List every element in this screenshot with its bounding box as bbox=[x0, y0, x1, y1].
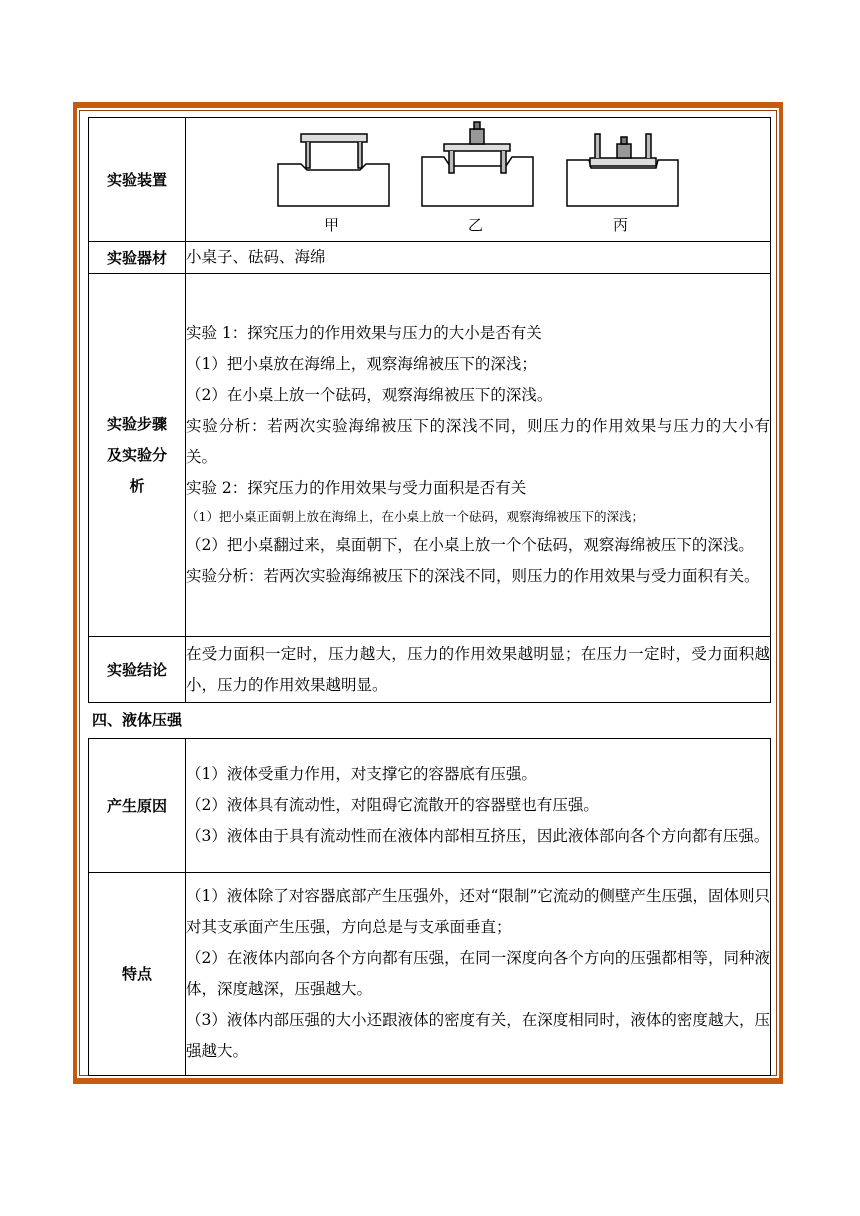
step-line: 实验 1：探究压力的作用效果与压力的大小是否有关 bbox=[186, 324, 542, 342]
setup-yi bbox=[422, 122, 533, 206]
experiment-table bbox=[88, 117, 771, 703]
step-line: 实验分析：若两次实验海绵被压下的深浅不同，则压力的作用效果与受力面积有关。 bbox=[186, 567, 760, 585]
page-frame bbox=[73, 102, 783, 1084]
cause-item: （3）液体由于具有流动性而在液体内部相互挤压，因此液体部向各个方向都有压强。 bbox=[186, 827, 770, 845]
feature-row bbox=[89, 873, 771, 1076]
figure-label-bing: 丙 bbox=[613, 216, 629, 234]
cause-content bbox=[186, 739, 771, 873]
apparatus-figure-cell bbox=[186, 118, 771, 242]
setup-bing bbox=[567, 134, 678, 206]
section-title: 四、液体压强 bbox=[92, 711, 183, 729]
conclusion-value: 在受力面积一定时，压力越大，压力的作用效果越明显；在压力一定时，受力面积越小，压力的作用效果越明显。 bbox=[186, 637, 771, 703]
figure-label-yi: 乙 bbox=[468, 216, 484, 234]
feature-content bbox=[186, 873, 771, 1076]
frame-inner-border bbox=[79, 110, 777, 1076]
conclusion-label: 实验结论 bbox=[89, 637, 186, 703]
conclusion-row bbox=[89, 637, 771, 703]
liquid-pressure-table bbox=[88, 738, 771, 1076]
apparatus-row bbox=[89, 118, 771, 242]
setup-jia bbox=[278, 134, 389, 206]
cause-label: 产生原因 bbox=[89, 739, 186, 873]
steps-label-text: 实验步骤及实验分析 bbox=[107, 414, 168, 495]
materials-value: 小桌子、砝码、海绵 bbox=[186, 242, 771, 274]
step-line: （1）把小桌正面朝上放在海绵上，在小桌上放一个砝码，观察海绵被压下的深浅； bbox=[186, 509, 644, 524]
step-line: （2）把小桌翻过来，桌面朝下，在小桌上放一个个砝码，观察海绵被压下的深浅。 bbox=[186, 536, 754, 554]
materials-row bbox=[89, 242, 771, 274]
step-line: 实验分析：若两次实验海绵被压下的深浅不同，则压力的作用效果与压力的大小有关。 bbox=[186, 417, 770, 466]
figure-label-jia: 甲 bbox=[324, 216, 340, 234]
cause-item: （1）液体受重力作用，对支撑它的容器底有压强。 bbox=[186, 765, 537, 783]
step-line: （2）在小桌上放一个砝码，观察海绵被压下的深浅。 bbox=[186, 386, 553, 404]
cause-item: （2）液体具有流动性，对阻碍它流散开的容器壁也有压强。 bbox=[186, 796, 599, 814]
cause-row bbox=[89, 739, 771, 873]
feature-item: （3）液体内部压强的大小还跟液体的密度有关，在深度相同时，液体的密度越大，压强越大。 bbox=[186, 1011, 770, 1060]
feature-item: （2）在液体内部向各个方向都有压强，在同一深度向各个方向的压强都相等，同种液体，深度越深，压强越大。 bbox=[186, 949, 770, 998]
step-line: （1）把小桌放在海绵上，观察海绵被压下的深浅； bbox=[186, 355, 537, 373]
feature-label: 特点 bbox=[89, 873, 186, 1076]
materials-label: 实验器材 bbox=[89, 242, 186, 274]
apparatus-figure bbox=[186, 118, 770, 241]
steps-content bbox=[186, 274, 771, 637]
steps-row bbox=[89, 274, 771, 637]
apparatus-label: 实验装置 bbox=[89, 118, 186, 242]
steps-label bbox=[89, 274, 186, 637]
step-line: 实验 2：探究压力的作用效果与受力面积是否有关 bbox=[186, 479, 527, 497]
feature-item: （1）液体除了对容器底部产生压强外，还对“限制”它流动的侧壁产生压强，固体则只对其支承面产生压强，方向总是与支承面垂直； bbox=[186, 887, 770, 936]
